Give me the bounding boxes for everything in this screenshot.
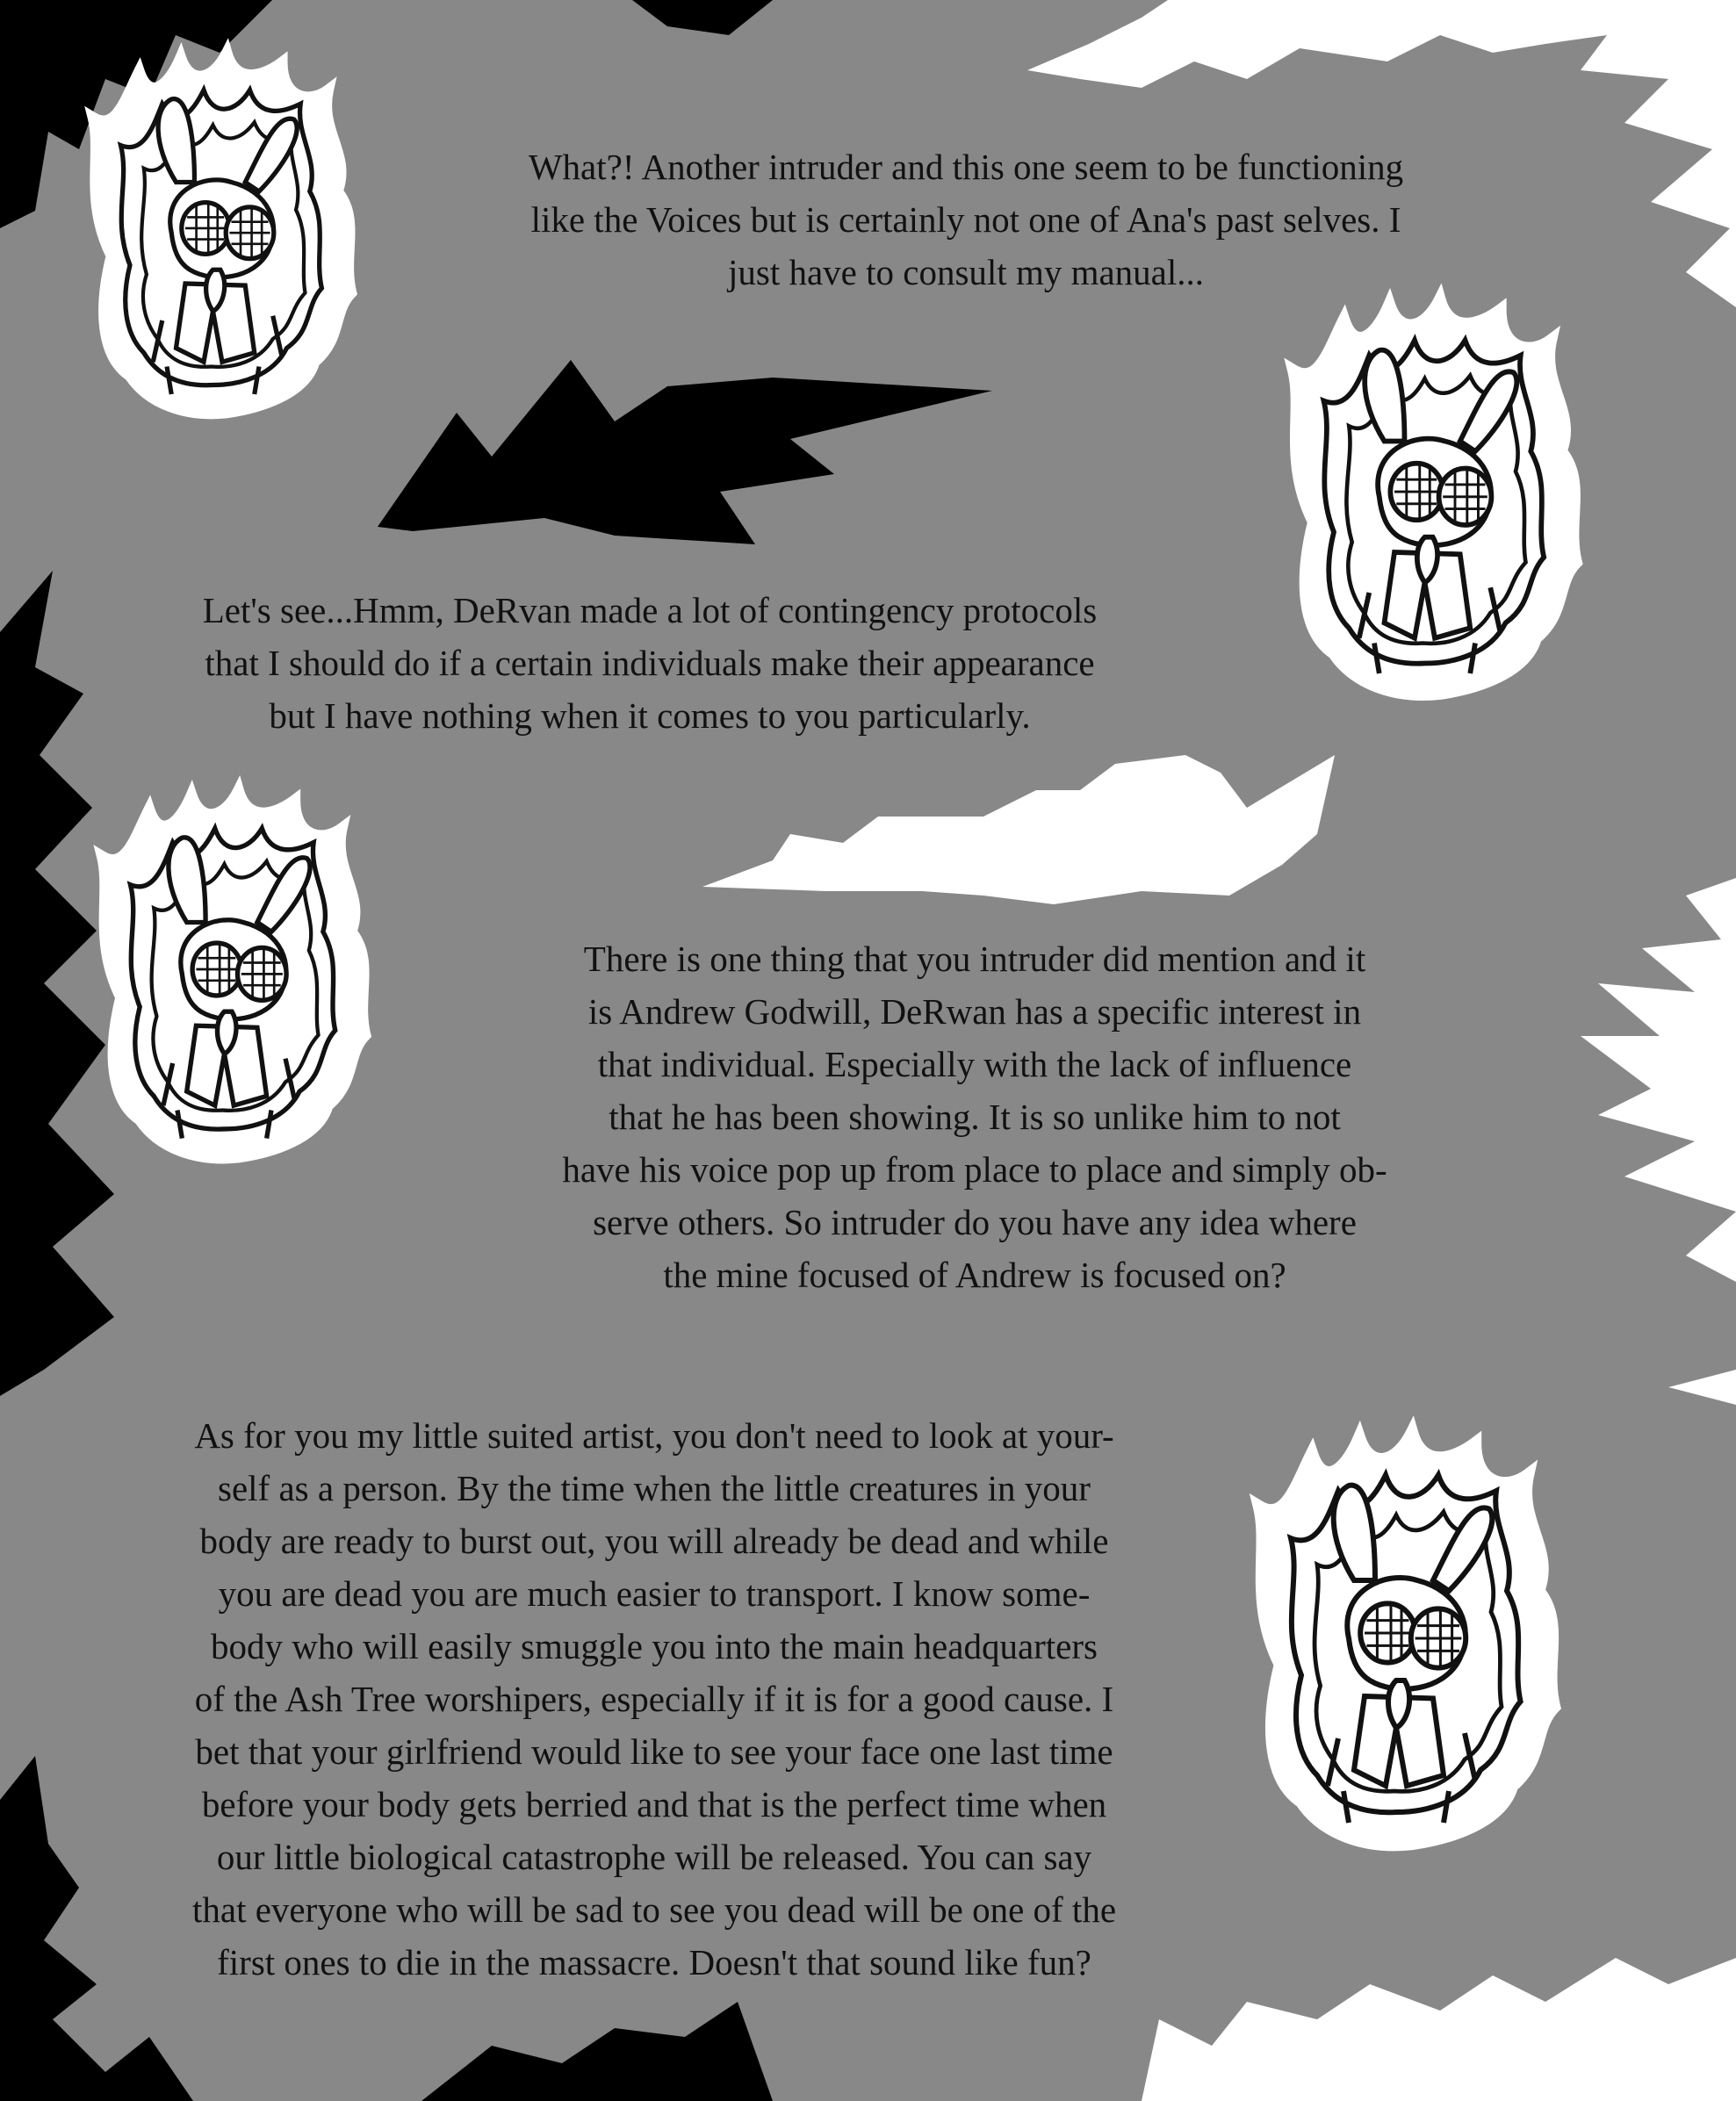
rabbit-character-top-left [93, 54, 351, 414]
rabbit-character-middle-left [102, 791, 365, 1158]
caption-4: As for you my little suited artist, you don't need to look at your- self as a person. By the time when the little creatures in your body are ready to burst out, you will already be dead and while you are dead you are much easier to transport. I know some- body who will easily smuggle you into the main headquarters of the Ash Tree worshipers, especially if it is for a good cause. I bet that your girlfriend would like to see your face one last time before your body gets berried and that is the perfect time when our little biological catastrophe will be released. You can say that everyone who will be sad to see you dead will be one of the first ones to die in the massacre. Doesn't that sound like fun? [191, 1415, 1117, 1982]
caption-2: Let's see...Hmm, DeRvan made a lot of contingency protocols that I should do if a certain individuals make their appearance but I have nothing when it comes to you particularly. [202, 590, 1098, 736]
caption-1: What?! Another intruder and this one seem to be functioning like the Voices but is certainly not one of Ana's past selves. I just have to consult my manual... [528, 147, 1404, 292]
caption-3: There is one thing that you intruder did mention and it is Andrew Godwill, DeRwan has a specific interest in that individual. Especially with the lack of influence that he has been showing. It is so unlike him to not have his voice pop up from place to place and simply ob- serve others. So intruder do you have any idea where the mine focused of Andrew is focused on? [562, 939, 1387, 1295]
flaming-rabbit-icon [1259, 1433, 1554, 1845]
flaming-rabbit-icon [102, 791, 365, 1158]
rabbit-character-upper-right [1293, 300, 1576, 695]
flaming-rabbit-icon [1293, 300, 1576, 695]
flaming-rabbit-icon [93, 54, 351, 414]
rabbit-character-bottom-right [1259, 1433, 1554, 1845]
